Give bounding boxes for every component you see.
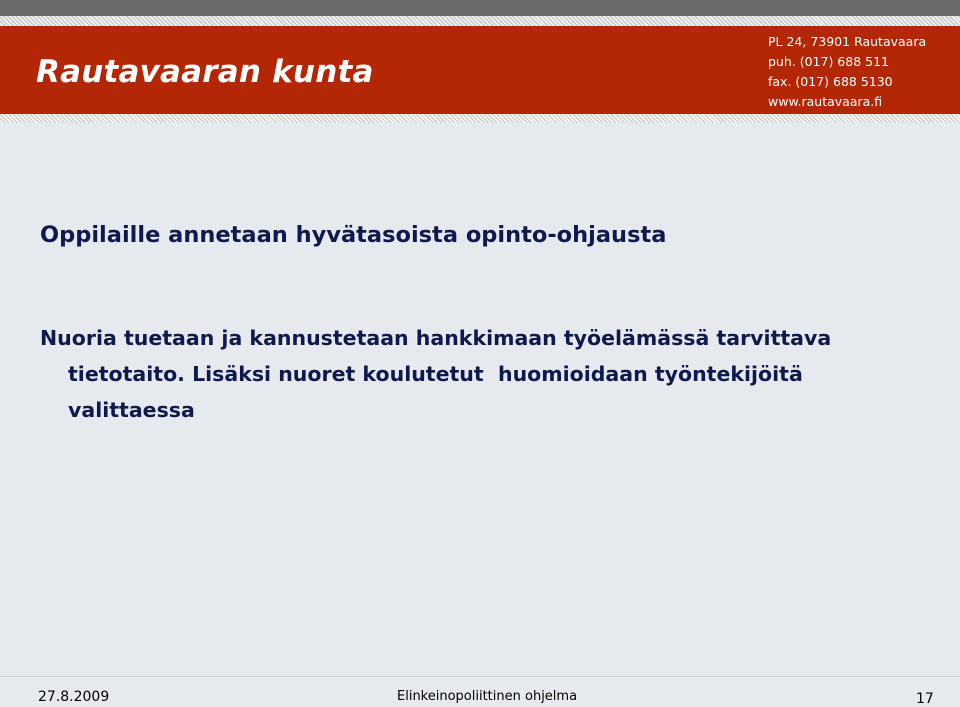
contact-address: PL 24, 73901 Rautavaara: [768, 34, 927, 49]
header-hatch-bottom: [0, 114, 960, 123]
footer-date: 27.8.2009: [38, 689, 110, 705]
contact-phone: puh. (017) 688 511: [768, 54, 890, 69]
top-strip: [0, 0, 960, 16]
contact-fax: fax. (017) 688 5130: [768, 74, 893, 89]
body-line-2: tietotaito. Lisäksi nuoret koulutetut huomioidaan työntekijöitä: [68, 362, 803, 386]
page-number: 17: [916, 691, 934, 707]
brand-title: Rautavaaran kunta: [36, 54, 374, 90]
footer-title: Elinkeinopoliittinen ohjelma: [397, 689, 578, 704]
contact-info: [768, 32, 926, 112]
slide-heading: Oppilaille annetaan hyvätasoista opinto-ohjausta: [40, 222, 667, 248]
slide-body: [40, 320, 880, 428]
header-banner: [0, 26, 960, 114]
footer-divider: [0, 676, 960, 677]
body-line-3: valittaessa: [68, 398, 195, 422]
body-line-1: Nuoria tuetaan ja kannustetaan hankkimaan työelämässä tarvittava: [40, 326, 832, 350]
contact-web: www.rautavaara.fi: [768, 94, 883, 109]
header-hatch-top: [0, 16, 960, 26]
